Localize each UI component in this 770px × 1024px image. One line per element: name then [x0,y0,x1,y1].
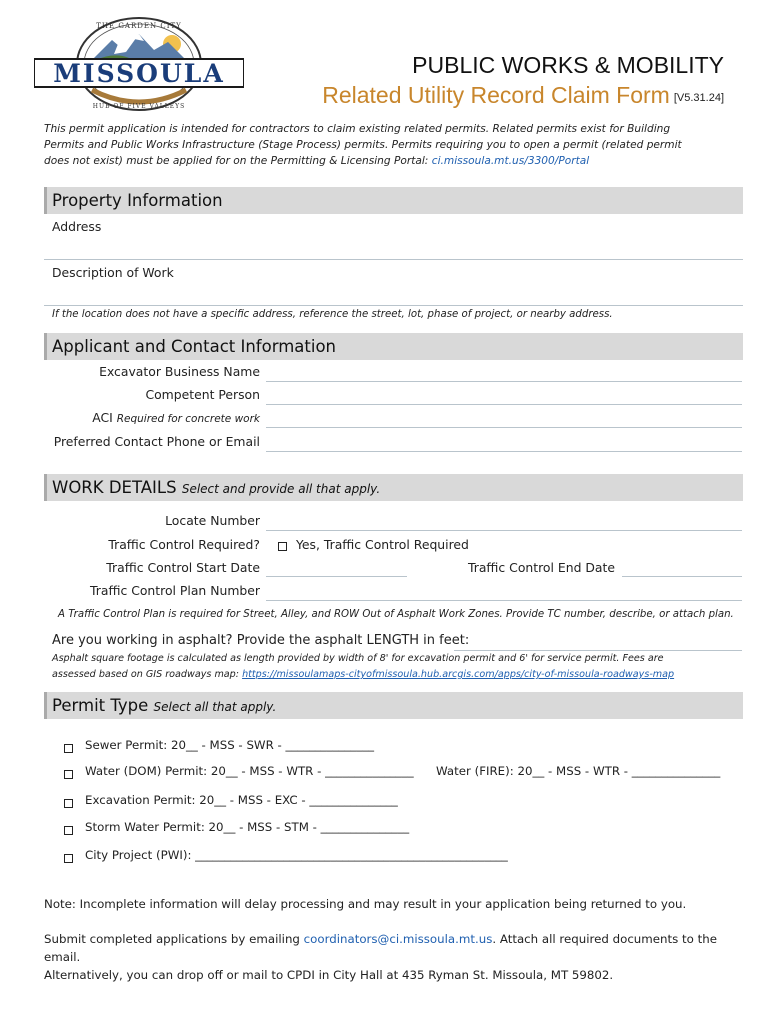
intro-text: This permit application is intended for contractors to claim existing related permits. Related permits exist for Building Permits and Public Works Infrastructure (Stage Process) permits. Permits requiring you to open a permit (related permit does not exist) must be applied for on the Permitting & Licensing Portal: [44,123,682,167]
excavation-permit-checkbox[interactable] [64,795,73,813]
locate-number-field[interactable] [266,530,742,531]
address-field[interactable] [44,259,743,260]
excavator-business-field[interactable] [266,381,742,382]
excavation-permit-label: Excavation Permit: 20__ - MSS - EXC - _______________ [85,793,398,807]
asphalt-note-2 [52,669,674,680]
version-label: [V5.31.24] [673,92,724,104]
intro-paragraph [44,121,708,169]
section-heading: Applicant and Contact Information [52,337,336,356]
traffic-plan-note: A Traffic Control Plan is required for Street, Alley, and ROW Out of Asphalt Work Zones. Provide TC number, describe, or attach plan. [58,609,734,620]
aci-label-text: ACI [92,410,113,425]
section-subheading: Select and provide all that apply. [181,482,381,496]
contact-field[interactable] [266,451,742,452]
logo-top-arc: THE GARDEN CITY [96,22,182,30]
section-heading: WORK DETAILS [52,478,177,497]
storm-water-permit-label: Storm Water Permit: 20__ - MSS - STM - _______________ [85,820,410,834]
asphalt-length-label: Are you working in asphalt? Provide the asphalt LENGTH in feet: [52,633,470,648]
submit-text-post: . Attach all required documents to the email. [44,932,717,964]
section-heading: Property Information [52,191,223,210]
traffic-start-date-field[interactable] [266,576,407,577]
section-applicant-contact [44,333,743,360]
submit-text: Submit completed applications by emailing [44,932,300,946]
contact-label: Preferred Contact Phone or Email [53,434,260,449]
email-link[interactable]: coordinators@ci.missoula.mt.us [303,932,493,946]
form-title [322,82,724,109]
logo-bottom-arc: HUB OF FIVE VALLEYS [92,103,186,110]
page-title: PUBLIC WORKS & MOBILITY [412,52,724,78]
storm-water-permit-checkbox[interactable] [64,822,73,840]
traffic-end-date-label: Traffic Control End Date [468,560,615,575]
sewer-permit-checkbox[interactable] [64,740,73,758]
traffic-control-checkbox-label: Yes, Traffic Control Required [296,537,469,552]
gis-roadways-link[interactable]: https://missoulamaps-cityofmissoula.hub.arcgis.com/apps/city-of-missoula-roadways-map [242,669,675,680]
description-of-work-label: Description of Work [52,265,174,280]
aci-field[interactable] [266,427,742,428]
portal-link[interactable]: ci.missoula.mt.us/3300/Portal [431,155,590,167]
traffic-plan-number-label: Traffic Control Plan Number [90,583,260,598]
traffic-control-required-label: Traffic Control Required? [108,537,260,552]
section-heading: Permit Type [52,696,149,715]
asphalt-note-text: assessed based on GIS roadways map: [52,669,240,680]
traffic-plan-number-field[interactable] [266,600,742,601]
excavator-business-label: Excavator Business Name [99,364,260,379]
traffic-end-date-field[interactable] [622,576,742,577]
aci-note: Required for concrete work [116,413,260,425]
asphalt-length-field[interactable] [454,650,742,651]
location-note: If the location does not have a specific address, reference the street, lot, phase of project, or nearby address. [52,309,613,320]
missoula-logo [34,14,244,114]
asphalt-note: Asphalt square footage is calculated as length provided by width of 8' for excavation permit and 6' for service permit. Fees are [52,653,664,664]
competent-person-field[interactable] [266,404,742,405]
sewer-permit-label: Sewer Permit: 20__ - MSS - SWR - _______________ [85,738,375,752]
traffic-control-checkbox[interactable] [278,538,287,556]
city-project-checkbox[interactable] [64,850,73,868]
section-work-details [44,474,743,501]
locate-number-label: Locate Number [165,513,260,528]
section-property-information [44,187,743,214]
water-dom-permit-label: Water (DOM) Permit: 20__ - MSS - WTR - _______________ [85,764,414,778]
water-fire-permit-label: Water (FIRE): 20__ - MSS - WTR - _______________ [436,764,721,778]
logo-wordmark: MISSOULA [53,59,225,88]
water-dom-permit-checkbox[interactable] [64,766,73,784]
section-subheading: Select all that apply. [153,700,277,714]
city-project-label: City Project (PWI): _____________________________________________________ [85,848,508,862]
competent-person-label: Competent Person [145,387,260,402]
description-of-work-field[interactable] [44,305,743,306]
submission-instructions [44,930,744,984]
aci-label [46,410,260,425]
address-label: Address [52,219,102,234]
dropoff-text: Alternatively, you can drop off or mail to CPDI in City Hall at 435 Ryman St. Missoula, MT 59802. [44,968,614,982]
section-permit-type [44,692,743,719]
incomplete-note: Note: Incomplete information will delay processing and may result in your application being returned to you. [44,897,687,911]
form-title-text: Related Utility Record Claim Form [322,82,670,108]
traffic-start-date-label: Traffic Control Start Date [106,560,260,575]
